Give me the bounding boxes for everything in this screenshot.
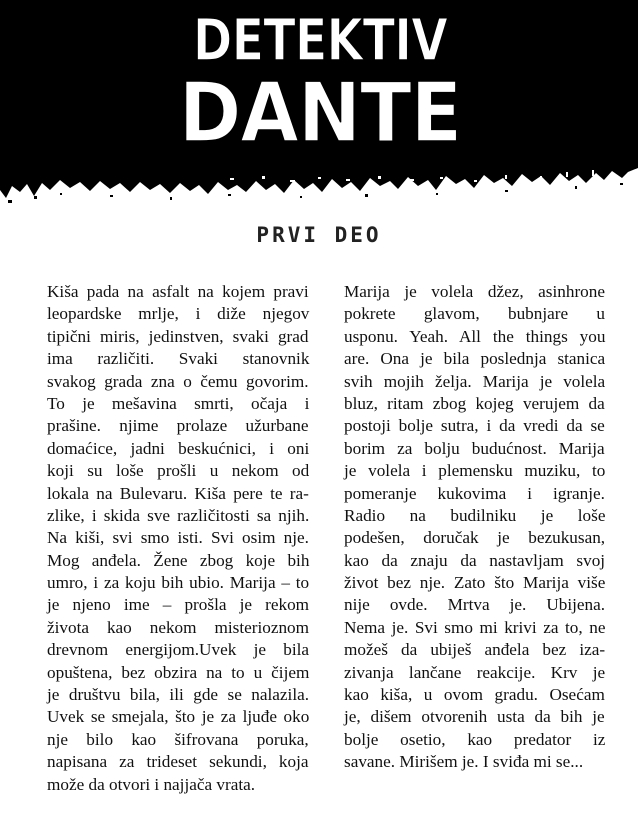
text-line: ima različiti. Svaki stanovnik [47, 349, 310, 369]
text-line: domaćice, jadni beskućnici, i oni [47, 438, 310, 458]
text-line: postoji bolje sutra, i da vredi da se [344, 416, 605, 436]
text-line: život bez nje. Zato što Marija više [344, 573, 606, 593]
text-line: je njeno ime – prošla je rekom [47, 595, 310, 615]
text-column-left [47, 281, 309, 796]
text-line: Marija je volela džez, asinhrone [344, 282, 605, 301]
text-line: koji su loše prošli u nekom od [47, 461, 310, 481]
text-line: drevnom energijom.Uvek je bila [47, 640, 310, 660]
text-line: nije ovde. Mrtva je. Ubijena. [344, 595, 606, 615]
text-line: leopardske mrlje, i diže njegov [47, 304, 310, 324]
logo-title-line2: DANTE [178, 66, 462, 161]
logo-title-line1: DETEKTIV [192, 6, 448, 74]
text-line: svih mojih želja. Marija je volela [344, 371, 606, 391]
text-line: je volela i plemensku muziku, to [344, 461, 606, 481]
text-line: pomeranje kukovima i igranje. [344, 483, 605, 503]
text-line: are. Ona je bila poslednja stanica [344, 349, 606, 369]
text-line: Mog anđela. Žene zbog koje bih [47, 550, 310, 570]
text-line: napisana za trideset sekundi, koja [47, 752, 309, 772]
text-line: bluz, ritam zbog kojeg verujem da [344, 393, 605, 413]
text-line: Uvek se smejala, što je za ljuđe oko [47, 707, 310, 727]
text-line: savane. Mirišem je. I sviđa mi se... [344, 752, 584, 772]
text-line: svakog grada zna o čemu govorim. [47, 371, 309, 391]
text-line: Kiša pada na asfalt na kojem pravi [47, 282, 309, 301]
text-line: tipični miris, jedinstven, svaki grad [47, 326, 309, 346]
text-line: Radio na budilniku je loše [344, 505, 606, 525]
text-line: borim za bolju budućnost. Marija [344, 438, 605, 458]
text-line: kao kiša, u ovom gradu. Osećam [344, 685, 605, 705]
text-line: zlike, i skida sve različitosti sa njih. [47, 505, 310, 525]
text-line: usponu. Yeah. All the things you [344, 326, 606, 346]
text-column-right [344, 281, 605, 774]
text-line: Na kiši, svi smo isti. Svi osim nje. [47, 528, 309, 548]
text-line: zivanja lančane reakcije. Krv je [344, 662, 606, 682]
text-line: nje bilo kao šifrovana poruka, [47, 729, 309, 749]
logo-title [160, 0, 480, 160]
text-line: kao da znaju da nastavljam svoj [344, 550, 606, 570]
text-line: lokala na Bulevaru. Kiša pere te ra- [47, 483, 309, 503]
text-line: života kao nekom misterioznom [47, 617, 310, 637]
text-line: podešen, doručak je bezukusan, [344, 528, 606, 548]
text-line: To je mešavina smrti, očaja i [47, 393, 310, 413]
text-line: prašine. njime prolaze užurbane [47, 416, 309, 436]
text-line: umro, i za koju bih ubio. Marija – to [47, 573, 310, 593]
text-line: bolje osetio, kao predator iz [344, 729, 606, 749]
chapter-heading: PRVI DEO [256, 223, 382, 247]
text-line: može da otvori i najjača vrata. [47, 774, 256, 794]
text-line: pokrete glavom, bubnjare u [344, 304, 606, 324]
text-line: je, dišem otvorenih usta da bih je [344, 707, 605, 727]
text-line: Nema je. Svi smo mi krivi za to, ne [344, 617, 606, 637]
text-line: opuštena, bez obzira na to u čijem [47, 662, 310, 682]
text-line: je društvu bila, ili gde se nalazila. [47, 685, 310, 705]
text-line: možeš da ubiješ anđela bez iza- [344, 640, 606, 660]
